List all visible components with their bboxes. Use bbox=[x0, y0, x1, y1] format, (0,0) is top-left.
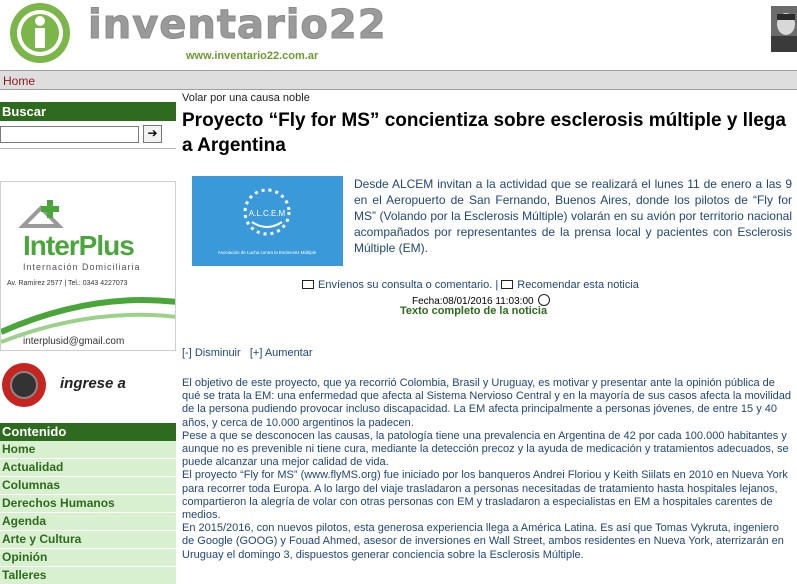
action-separator: | bbox=[495, 279, 499, 291]
article-image[interactable] bbox=[192, 176, 343, 266]
article-kicker: Volar por una causa noble bbox=[182, 92, 310, 104]
menu-item-actualidad[interactable]: Actualidad bbox=[0, 459, 176, 477]
search-input[interactable] bbox=[0, 126, 139, 143]
ad-brand-name: InterPlus bbox=[23, 230, 134, 261]
article bbox=[182, 92, 792, 561]
site-header bbox=[0, 0, 797, 68]
menu-item-talleres[interactable]: Talleres bbox=[0, 567, 176, 584]
menu-item-agenda[interactable]: Agenda bbox=[0, 513, 176, 531]
inventario22-logo-icon[interactable] bbox=[2, 2, 80, 64]
ad-address: Av. Ramírez 2577 | Tel.: 0343 4227073 bbox=[7, 280, 128, 287]
font-decrease-button[interactable]: [-] Disminuir bbox=[182, 347, 241, 359]
login-link[interactable] bbox=[0, 361, 176, 409]
contact-link[interactable]: Envíenos su consulta o comentario. bbox=[318, 279, 493, 291]
article-summary: Desde ALCEM invitan a la actividad que se realizará el lunes 11 de enero a las 9 en el Aeropuerto de San Fernando, Buenos Aires, donde los pilotos de “Fly for MS” (Volando por la Esclerosis Múltiple) volarán en su avión por territorio nacional acompañados por representantes de la prensa local y pacientes con Esclerosis Múltiple (EM). bbox=[354, 177, 792, 255]
menu-item-arte-y-cultura[interactable]: Arte y Cultura bbox=[0, 531, 176, 549]
article-paragraph: El proyecto “Fly for MS” (www.flyMS.org) fue iniciado por los banqueros Andrei Floriou y Keith Siilats en 2010 en Nueva York para recorrer toda Europa. A lo largo del viaje trasladaron a personas necesitadas de tratamiento hasta hospitales lejanos, compartieron la alegría de volar con otras personas con EM y trasladaron a especialistas en EM a hospitales carentes de medios. bbox=[182, 469, 788, 522]
content-menu-title: Contenido bbox=[0, 423, 176, 441]
alcem-brand: A.L.C.E.M bbox=[248, 209, 286, 218]
ad-email: interplusid@gmail.com bbox=[23, 336, 125, 347]
recommend-link[interactable]: Recomendar esta noticia bbox=[517, 279, 639, 291]
menu-item-home[interactable]: Home bbox=[0, 441, 176, 459]
author-photo bbox=[771, 6, 797, 52]
article-paragraph: Pese a que se desconocen las causas, la patología tiene una prevalencia en Argentina de 42 por cada 100.000 habitantes y aunque no es prevenible ni tiene cura, mediante la detección precoz y la ayuda de medicación y tratamientos adecuados, se puede alcanzar una mejor calidad de vida. bbox=[182, 429, 789, 469]
article-paragraph: El objetivo de este proyecto, que ya recorrió Colombia, Brasil y Uruguay, es motivar y presentar ante la opinión pública de qué se trata la EM: una enfermedad que afecta al Sistema Nervioso Central y en la mayoría de sus casos afecta la movilidad de la persona pudiendo provocar incluso discapacidad. La EM afecta principalmente a personas jóvenes, de entre 15 y 40 años, y cerca de 10.000 argentinos la padecen. bbox=[182, 377, 791, 429]
interplus-ad-banner[interactable] bbox=[0, 181, 176, 351]
left-sidebar bbox=[0, 102, 176, 149]
article-actions bbox=[302, 279, 639, 291]
nav-home-link[interactable]: Home bbox=[3, 74, 36, 88]
ad-subtitle: Internación Domiciliaria bbox=[23, 262, 141, 272]
search-box-title: Buscar bbox=[0, 102, 176, 121]
search-row bbox=[0, 121, 176, 149]
font-size-controls bbox=[182, 347, 313, 359]
menu-item-columnas[interactable]: Columnas bbox=[0, 477, 176, 495]
site-brand[interactable]: inventario22 bbox=[88, 2, 387, 48]
font-increase-button[interactable]: [+] Aumentar bbox=[249, 347, 313, 359]
article-title: Proyecto “Fly for MS” concientiza sobre esclerosis múltiple y llega a Argentina bbox=[182, 110, 786, 156]
search-submit-button[interactable]: ➔ bbox=[143, 125, 162, 143]
login-badge-icon bbox=[2, 363, 46, 407]
top-navbar bbox=[0, 70, 797, 90]
menu-item-opinion[interactable]: Opinión bbox=[0, 549, 176, 567]
site-url[interactable]: www.inventario22.com.ar bbox=[186, 50, 319, 62]
full-text-link[interactable]: Texto completo de la noticia bbox=[400, 305, 548, 317]
content-menu bbox=[0, 423, 176, 584]
article-paragraph: En 2015/2016, con nuevos pilotos, esta generosa experiencia llega a América Latina. Es así que Tomas Vykruta, ingeniero de Google (GOOG) y Fouad Ahmed, asesor de inversiones en Wall Street, ambos residentes en Nueva York, aterrizarán en Uruguay el domingo 3, dispuestos generar conciencia sobre la Esclerosis Múltiple. bbox=[182, 522, 784, 561]
login-label: ingrese a bbox=[60, 375, 126, 392]
alcem-logo-icon bbox=[192, 176, 343, 266]
article-date-text: Fecha:08/01/2016 11:03:00 bbox=[412, 296, 534, 307]
envelope-icon bbox=[501, 280, 513, 289]
article-body bbox=[182, 377, 794, 562]
envelope-icon bbox=[302, 280, 314, 289]
alcem-caption: Asociación de Lucha contra la Esclerosis Múltiple bbox=[217, 250, 317, 255]
menu-item-derechos-humanos[interactable]: Derechos Humanos bbox=[0, 495, 176, 513]
